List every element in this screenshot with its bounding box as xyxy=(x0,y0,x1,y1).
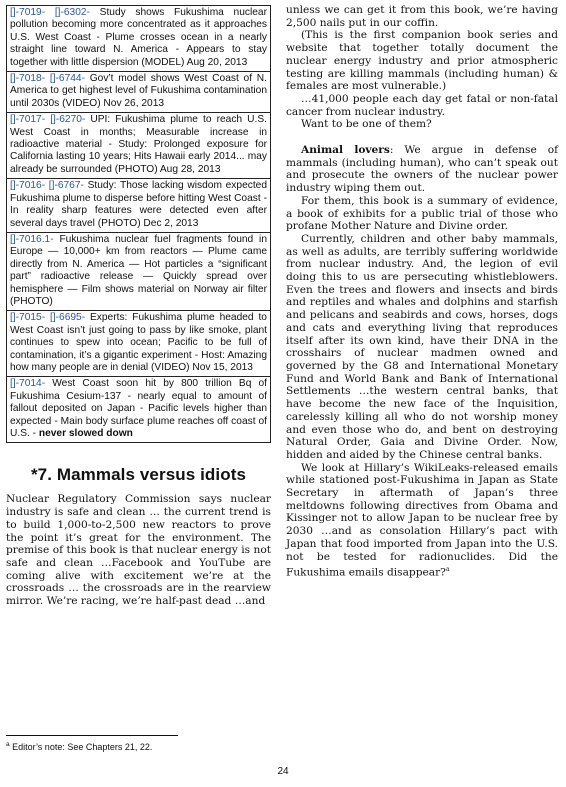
left-body xyxy=(6,493,271,607)
footnote-divider xyxy=(6,735,178,736)
body-paragraph xyxy=(286,462,558,580)
footnote-reference[interactable]: a xyxy=(445,565,450,574)
headline-link[interactable]: []-7016- []-6767- xyxy=(10,180,84,192)
headline-entry xyxy=(7,377,270,442)
headline-link[interactable]: []-7017- []-6270- xyxy=(10,114,86,126)
headline-list xyxy=(6,5,271,443)
headline-text: Gov’t model shows West Coast of N. America to get highest level of Fukushima contamination until 2030s (VIDEO) Nov 26, 2013 xyxy=(10,73,267,109)
body-paragraph: Want to be one of them? xyxy=(301,118,432,131)
paragraph-lead: Animal lovers xyxy=(301,144,390,157)
body-paragraph xyxy=(286,144,558,195)
headline-link[interactable]: []-7019- []-6302- xyxy=(10,7,90,18)
headline-link[interactable]: []-7016.1- xyxy=(10,233,54,245)
headline-entry xyxy=(7,72,270,113)
right-column xyxy=(286,4,558,579)
headline-link[interactable]: []-7018- []-6744- xyxy=(10,73,85,85)
footnote-text: Editor’s note: See Chapters 21, 22. xyxy=(9,742,153,752)
headline-text: Study: Those lacking wisdom expected Fukushima plume to disperse before hitting West Coast - In reality sharp features were detected even after several days travel (PHOTO) Dec 2, 2013 xyxy=(10,180,267,229)
section-heading: *7. Mammals versus idiots xyxy=(30,465,247,485)
headline-entry xyxy=(7,233,270,311)
headline-text: Study shows Fukushima nuclear pollution becoming more concentrated as it approaches U.S. West Coast - Plume crosses ocean in a nearly straight line toward N. America - Appears to stay together with little dispersion (MODEL) Aug 20, 2013 xyxy=(10,7,267,68)
headline-entry xyxy=(7,311,270,377)
headline-link[interactable]: []-7014- xyxy=(10,378,46,390)
headline-entry xyxy=(7,113,270,179)
body-paragraph: unless we can get it from this book, we’re having 2,500 nails put in our coffin. xyxy=(286,4,558,29)
headline-text: UPI: Fukushima plume to reach U.S. West Coast in months; Measurable increase in radioactive material - Study: Prolonged exposure for California lasting 10 years; Hits Hawaii early 2014... may already be surrounded (PHOTO) Aug 28, 2013 xyxy=(10,114,267,175)
body-paragraph: (This is the first companion book series and website that together totally document the nuclear energy industry and prior atmospheric testing are killing mammals (including human) & females are most vulnerable.) xyxy=(286,29,558,93)
headline-text: Fukushima nuclear fuel fragments found in Europe — 10,000+ km from reactors — Plume came directly from N. America — Hot particles a “significant part” radioactive release — Quickly spread over hemisphere — Film shows material on Norway air filter (PHOTO) xyxy=(10,233,267,307)
body-paragraph: Currently, children and other baby mammals, as well as adults, are terribly suffering worldwide from nuclear industry. And, the legion of evil doing this to us are persecuting whistleblowers. Even the trees and flowers and insects and birds and reptiles and whales and dolphins and starfish and pelicans and seabirds and cows, horses, dogs and cats and everything living that reproduces itself after its own kind, have their DNA in the crosshairs of nuclear madmen owned and governed by the G8 and International Monetary Fund and World Bank and Bank of International Settlements …the western central banks, that have become the new face of the Inquisition, carelessly killing all who do not worship money and even those who do, and bent on destroying Natural Order, Gaia and Divine Order. Now, hidden and aided by the Chinese central banks. xyxy=(286,232,558,461)
body-paragraph: For them, this book is a summary of evidence, a book of exhibits for a public trial of those who profane Mother Nature and Divine order. xyxy=(286,194,558,233)
paragraph-text: : We argue in defense of mammals (including human), who can’t speak out and prosecute the owners of the nuclear power industry wiping them out. xyxy=(286,144,559,195)
body-paragraph: Nuclear Regulatory Commission says nuclear industry is safe and clean … the current trend is to build 1,000-to-2,500 new reactors to prove the point it’s great for the environment. The premise of this book is that nuclear energy is not safe and clean …Facebook and YouTube are coming alive with excitement we’re at the crossroads … the crossroads are in the rearview mirror. We’re racing, we’re half-past dead …and xyxy=(6,493,271,608)
footnote-marker: a xyxy=(6,741,10,748)
body-paragraph: …41,000 people each day get fatal or non-fatal cancer from nuclear industry. xyxy=(286,92,558,118)
headline-text: Experts: Fukushima plume headed to West Coast isn’t just going to pass by like smoke, plant continues to spew into ocean; Pacific to be full of contamination, it’s a gigantic experiment - Host: Amazing how many people are in denial (VIDEO) Nov 15, 2013 xyxy=(10,312,267,373)
footnote xyxy=(6,741,152,752)
headline-link[interactable]: []-7015- []-6695- xyxy=(10,312,86,324)
headline-text: West Coast soon hit by 800 trillion Bq of Fukushima Cesium-137 - nearly equal to amount of fallout deposited on Japan - Pacific levels higher than expected - Main body surface plume reaches off coast of U.S. - xyxy=(10,378,267,439)
headline-entry xyxy=(7,179,270,233)
headline-entry xyxy=(7,6,270,72)
left-column xyxy=(6,5,271,608)
headline-emphasis: never slowed down xyxy=(38,428,133,439)
paragraph-text: We look at Hillary’s WikiLeaks-released emails while stationed post-Fukushima in Japan as State Secretary in aftermath of Japan’s three meltdowns following directives from Obama and Kissinger not to allow Japan to be nuclear free by 2030 …and as consolation Hillary’s pact with Japan that food imported from Japan into the U.S. not be tested for radionuclides. Did the Fukushima emails disappear? xyxy=(286,461,558,579)
page-number: 24 xyxy=(277,766,289,777)
